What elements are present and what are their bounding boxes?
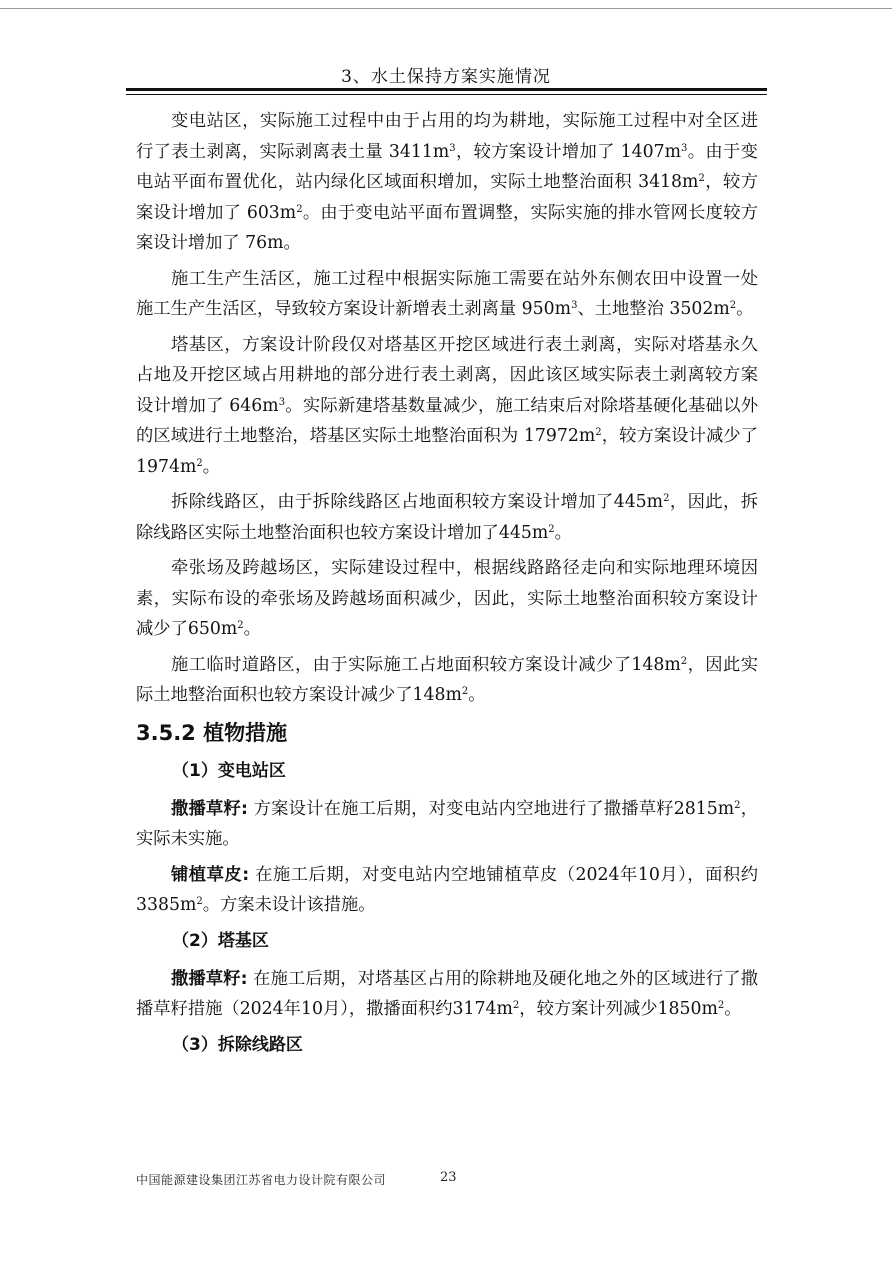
running-header: 3、水土保持方案实施情况 [341,67,551,87]
measure-label: 撒播草籽: [171,798,248,819]
subheading-demolition-line: （3）拆除线路区 [172,1034,303,1055]
footer-company: 中国能源建设集团江苏省电力设计院有限公司 [136,1173,387,1187]
body-text [136,106,758,1068]
measure-grass-seeding-tower: 撒播草籽: 在施工后期，对塔基区占用的除耕地及硬化地之外的区域进行了撒播草籽措施（2024年10月），撒播面积约$3174m^2$，较方案计列减少$1850m^2$。 [136,968,758,1019]
measure-grass-seeding-substation: 撒播草籽: 方案设计在施工后期，对变电站内空地进行了撒播草籽$2815m^2$，实际未实施。 [136,798,758,849]
paragraph-temporary-road: 施工临时道路区，由于实际施工占地面积较方案设计减少了$148m^2$，因此实际土地整治面积也较方案设计减少了$148m^2$。 [136,654,758,705]
page-number: 23 [440,1170,457,1185]
section-heading: 3.5.2 植物措施 [136,720,288,745]
measure-label: 铺植草皮: [171,864,250,885]
paragraph-demolition-line: 拆除线路区，由于拆除线路区占地面积较方案设计增加了$445m^2$，因此，拆除线路区实际土地整治面积也较方案设计增加了$445m^2$。 [136,492,758,543]
paragraph-tension-field: 牵张场及跨越场区，实际建设过程中，根据线路路径走向和实际地理环境因素，实际布设的牵张场及跨越场面积减少，因此，实际土地整治面积较方案设计减少了$650m^2$。 [136,558,758,639]
header-rule-thin [126,94,767,95]
top-scan-edge [0,8,892,9]
subheading-substation: （1）变电站区 [172,760,286,781]
measure-label: 撒播草籽: [171,968,248,989]
header-rule-thick [126,88,767,91]
paragraph-construction-area: 施工生产生活区，施工过程中根据实际施工需要在站外东侧农田中设置一处施工生产生活区，导致较方案设计新增表土剥离量 $950m^3$、土地整治 $3502m^2$。 [136,268,758,319]
paragraph-tower-base: 塔基区，方案设计阶段仅对塔基区开挖区域进行表土剥离，实际对塔基永久占地及开挖区域占用耕地的部分进行表土剥离，因此该区域实际表土剥离较方案设计增加了 $646m^3$。实际新建塔基数量减少，施工结束后对除塔基硬化基础以外的区域进行土地整治，塔基区实际土地整治面积为 $17972m^2$，较方案设计减少了 $1974m^2$。 [136,334,758,477]
paragraph-substation: 变电站区，实际施工过程中由于占用的均为耕地，实际施工过程中对全区进行了表土剥离，实际剥离表土量 $3411m^3$，较方案设计增加了 $1407m^3$。由于变电站平面布置优化，站内绿化区域面积增加，实际土地整治面积 $3418m^2$，较方案设计增加了 $603m^2$。由于变电站平面布置调整，实际实施的排水管网长度较方案设计增加了 76m。 [136,111,758,253]
measure-turf-laying: 铺植草皮: 在施工后期，对变电站内空地铺植草皮（2024年10月），面积约$3385m^2$。方案未设计该措施。 [136,864,758,915]
subheading-tower-base: （2）塔基区 [172,930,269,951]
